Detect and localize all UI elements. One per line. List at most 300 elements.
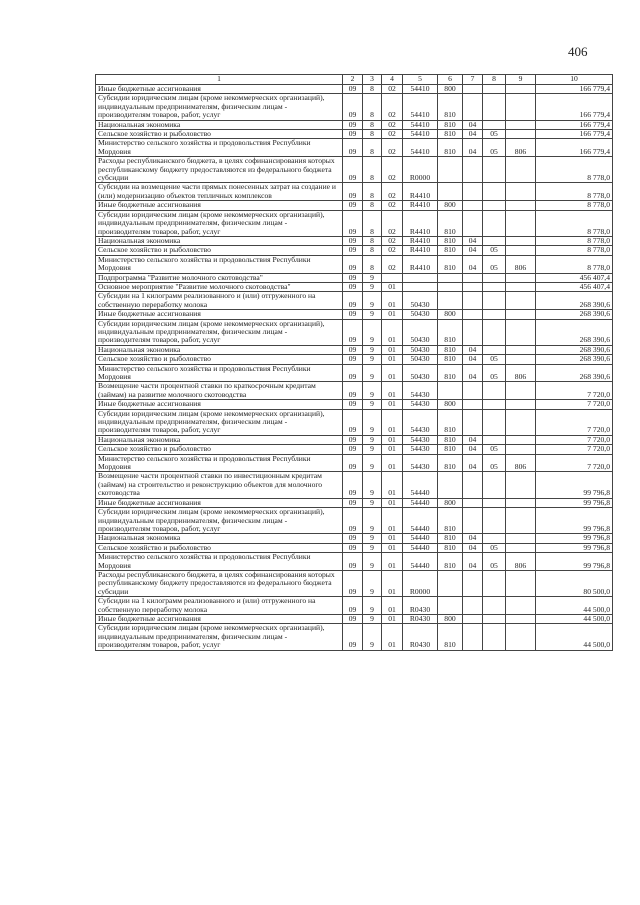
code-cell: 04 (463, 445, 483, 454)
code-cell: 9 (363, 614, 382, 623)
amount-cell: 7 720,0 (536, 382, 613, 400)
code-cell: 810 (438, 508, 463, 534)
table-row (96, 201, 613, 210)
code-cell (506, 498, 536, 507)
code-cell: 8 (363, 255, 382, 273)
table-row (96, 282, 613, 291)
row-name-cell: Министерство сельского хозяйства и продовольствия Республики Мордовия (96, 364, 343, 382)
code-cell: 09 (343, 130, 363, 139)
code-cell (483, 534, 506, 543)
code-cell: 810 (438, 624, 463, 650)
table-row (96, 454, 613, 472)
row-name-cell: Основное мероприятие "Развитие молочного скотоводства" (96, 282, 343, 291)
code-cell: 810 (438, 454, 463, 472)
code-cell: 800 (438, 201, 463, 210)
code-cell (483, 319, 506, 345)
code-cell (483, 183, 506, 201)
code-cell (438, 472, 463, 498)
amount-cell: 99 796,8 (536, 498, 613, 507)
code-cell: 9 (363, 319, 382, 345)
code-cell: 54440 (403, 543, 438, 552)
code-cell: 9 (363, 409, 382, 435)
row-name-cell: Иные бюджетные ассигнования (96, 310, 343, 319)
code-cell (506, 624, 536, 650)
code-cell: 54440 (403, 498, 438, 507)
amount-cell: 166 779,4 (536, 130, 613, 139)
amount-cell: 268 390,6 (536, 364, 613, 382)
row-name-cell: Субсидии юридическим лицам (кроме некоммерческих организаций), индивидуальным предпринимателям, физическим лицам - производителям товаров, работ, услуг (96, 94, 343, 120)
table-row (96, 364, 613, 382)
column-header: 3 (363, 75, 382, 85)
code-cell: 09 (343, 157, 363, 183)
code-cell (483, 570, 506, 596)
code-cell: 04 (463, 355, 483, 364)
code-cell: 800 (438, 85, 463, 94)
code-cell: 04 (463, 553, 483, 571)
code-cell: 05 (483, 454, 506, 472)
code-cell: 09 (343, 553, 363, 571)
column-header: 5 (403, 75, 438, 85)
code-cell: 01 (382, 624, 403, 650)
code-cell (506, 120, 536, 129)
code-cell (506, 94, 536, 120)
code-cell: 810 (438, 534, 463, 543)
code-cell (506, 319, 536, 345)
row-name-cell: Национальная экономика (96, 120, 343, 129)
code-cell: R4410 (403, 236, 438, 245)
row-name-cell: Министерство сельского хозяйства и продовольствия Республики Мордовия (96, 139, 343, 157)
code-cell (483, 345, 506, 354)
row-name-cell: Субсидии на возмещение части прямых понесенных затрат на создание и (или) модернизацию объектов тепличных комплексов (96, 183, 343, 201)
amount-cell: 268 390,6 (536, 355, 613, 364)
code-cell: 54410 (403, 85, 438, 94)
amount-cell: 44 500,0 (536, 624, 613, 650)
code-cell: 54430 (403, 454, 438, 472)
code-cell: 8 (363, 120, 382, 129)
code-cell (463, 382, 483, 400)
code-cell: 05 (483, 130, 506, 139)
code-cell: 09 (343, 382, 363, 400)
code-cell (483, 157, 506, 183)
amount-cell: 456 407,4 (536, 273, 613, 282)
code-cell: 54440 (403, 553, 438, 571)
code-cell (506, 570, 536, 596)
code-cell (483, 273, 506, 282)
code-cell: R4410 (403, 201, 438, 210)
code-cell: 01 (382, 472, 403, 498)
code-cell: 54440 (403, 534, 438, 543)
code-cell: 50430 (403, 345, 438, 354)
code-cell: 04 (463, 255, 483, 273)
code-cell: 806 (506, 364, 536, 382)
code-cell: 01 (382, 409, 403, 435)
amount-cell: 268 390,6 (536, 345, 613, 354)
code-cell (483, 85, 506, 94)
code-cell (506, 157, 536, 183)
amount-cell: 456 407,4 (536, 282, 613, 291)
code-cell: 01 (382, 454, 403, 472)
code-cell: 01 (382, 543, 403, 552)
code-cell (463, 624, 483, 650)
code-cell: R0430 (403, 597, 438, 615)
code-cell: 09 (343, 472, 363, 498)
code-cell (506, 614, 536, 623)
amount-cell: 8 778,0 (536, 236, 613, 245)
code-cell: 9 (363, 435, 382, 444)
code-cell (483, 409, 506, 435)
row-name-cell: Возмещение части процентной ставки по краткосрочным кредитам (займам) на развитие молочного скотоводства (96, 382, 343, 400)
code-cell: 09 (343, 597, 363, 615)
code-cell: R0000 (403, 157, 438, 183)
amount-cell: 99 796,8 (536, 543, 613, 552)
code-cell: 806 (506, 454, 536, 472)
table-row (96, 85, 613, 94)
code-cell: 9 (363, 534, 382, 543)
code-cell: 09 (343, 454, 363, 472)
code-cell (506, 382, 536, 400)
code-cell: 54430 (403, 435, 438, 444)
table-body (96, 85, 613, 651)
code-cell: 9 (363, 310, 382, 319)
code-cell (463, 472, 483, 498)
code-cell: 9 (363, 498, 382, 507)
row-name-cell: Иные бюджетные ассигнования (96, 201, 343, 210)
code-cell: 8 (363, 183, 382, 201)
code-cell (506, 210, 536, 236)
code-cell (463, 409, 483, 435)
code-cell: R4410 (403, 210, 438, 236)
row-name-cell: Министерство сельского хозяйства и продовольствия Республики Мордовия (96, 553, 343, 571)
code-cell: 09 (343, 355, 363, 364)
code-cell (483, 292, 506, 310)
code-cell: 810 (438, 435, 463, 444)
code-cell (483, 400, 506, 409)
code-cell: 01 (382, 292, 403, 310)
amount-cell: 8 778,0 (536, 246, 613, 255)
table-row (96, 472, 613, 498)
code-cell: 810 (438, 409, 463, 435)
code-cell (506, 508, 536, 534)
code-cell: 01 (382, 345, 403, 354)
code-cell: 05 (483, 139, 506, 157)
amount-cell: 166 779,4 (536, 139, 613, 157)
amount-cell: 166 779,4 (536, 120, 613, 129)
amount-cell: 8 778,0 (536, 183, 613, 201)
code-cell: 810 (438, 355, 463, 364)
amount-cell: 7 720,0 (536, 435, 613, 444)
code-cell (438, 273, 463, 282)
code-cell: 04 (463, 454, 483, 472)
code-cell: 01 (382, 364, 403, 382)
row-name-cell: Иные бюджетные ассигнования (96, 400, 343, 409)
row-name-cell: Иные бюджетные ассигнования (96, 85, 343, 94)
code-cell: 09 (343, 435, 363, 444)
code-cell: 54430 (403, 409, 438, 435)
table-row (96, 157, 613, 183)
code-cell (483, 382, 506, 400)
code-cell: 9 (363, 364, 382, 382)
code-cell: 02 (382, 201, 403, 210)
code-cell: 01 (382, 614, 403, 623)
code-cell (438, 292, 463, 310)
code-cell: 02 (382, 120, 403, 129)
code-cell: 01 (382, 435, 403, 444)
code-cell: 9 (363, 624, 382, 650)
code-cell (483, 614, 506, 623)
table-row (96, 120, 613, 129)
row-name-cell: Национальная экономика (96, 435, 343, 444)
code-cell: 50430 (403, 310, 438, 319)
code-cell (506, 534, 536, 543)
code-cell: 09 (343, 273, 363, 282)
code-cell: 04 (463, 345, 483, 354)
code-cell (382, 273, 403, 282)
code-cell: 9 (363, 382, 382, 400)
table-row (96, 508, 613, 534)
code-cell: R0000 (403, 570, 438, 596)
code-cell (438, 157, 463, 183)
table-row (96, 435, 613, 444)
code-cell: 09 (343, 94, 363, 120)
table-row (96, 292, 613, 310)
code-cell: 9 (363, 454, 382, 472)
code-cell: 09 (343, 409, 363, 435)
code-cell: 05 (483, 364, 506, 382)
code-cell: 05 (483, 355, 506, 364)
code-cell: 54440 (403, 508, 438, 534)
code-cell: 806 (506, 553, 536, 571)
code-cell: 806 (506, 139, 536, 157)
code-cell (483, 201, 506, 210)
row-name-cell: Иные бюджетные ассигнования (96, 498, 343, 507)
code-cell: 01 (382, 319, 403, 345)
row-name-cell: Национальная экономика (96, 345, 343, 354)
amount-cell: 268 390,6 (536, 292, 613, 310)
code-cell: 50430 (403, 364, 438, 382)
code-cell: 04 (463, 435, 483, 444)
code-cell: 54410 (403, 120, 438, 129)
row-name-cell: Национальная экономика (96, 236, 343, 245)
code-cell: 810 (438, 255, 463, 273)
row-name-cell: Сельское хозяйство и рыболовство (96, 445, 343, 454)
code-cell: 810 (438, 94, 463, 120)
amount-cell: 7 720,0 (536, 409, 613, 435)
table-row (96, 94, 613, 120)
code-cell (463, 614, 483, 623)
code-cell: 02 (382, 157, 403, 183)
code-cell: 09 (343, 498, 363, 507)
table-row (96, 255, 613, 273)
code-cell (463, 94, 483, 120)
code-cell (483, 435, 506, 444)
code-cell (506, 445, 536, 454)
code-cell (506, 345, 536, 354)
code-cell: 09 (343, 310, 363, 319)
code-cell: 810 (438, 210, 463, 236)
code-cell: 04 (463, 543, 483, 552)
code-cell (463, 183, 483, 201)
code-cell: 09 (343, 292, 363, 310)
code-cell: 09 (343, 236, 363, 245)
table-row (96, 498, 613, 507)
code-cell: 54410 (403, 94, 438, 120)
code-cell: 54430 (403, 400, 438, 409)
code-cell: 09 (343, 445, 363, 454)
code-cell: 09 (343, 139, 363, 157)
code-cell: 800 (438, 400, 463, 409)
row-name-cell: Иные бюджетные ассигнования (96, 614, 343, 623)
code-cell: 800 (438, 498, 463, 507)
code-cell: 01 (382, 570, 403, 596)
code-cell: 8 (363, 236, 382, 245)
code-cell (506, 236, 536, 245)
code-cell: 09 (343, 508, 363, 534)
code-cell: 09 (343, 120, 363, 129)
table-row (96, 319, 613, 345)
code-cell: 8 (363, 246, 382, 255)
code-cell: 810 (438, 345, 463, 354)
code-cell (506, 597, 536, 615)
code-cell: 05 (483, 255, 506, 273)
code-cell (506, 543, 536, 552)
table-row (96, 400, 613, 409)
row-name-cell: Сельское хозяйство и рыболовство (96, 355, 343, 364)
code-cell: R4410 (403, 255, 438, 273)
code-cell: 9 (363, 597, 382, 615)
code-cell (463, 292, 483, 310)
code-cell: 05 (483, 246, 506, 255)
code-cell: 810 (438, 364, 463, 382)
table-row (96, 183, 613, 201)
code-cell: 50430 (403, 319, 438, 345)
code-cell: 01 (382, 534, 403, 543)
row-name-cell: Подпрограмма "Развитие молочного скотоводства" (96, 273, 343, 282)
row-name-cell: Министерство сельского хозяйства и продовольствия Республики Мордовия (96, 454, 343, 472)
code-cell (463, 310, 483, 319)
code-cell: 01 (382, 310, 403, 319)
code-cell (438, 570, 463, 596)
amount-cell: 99 796,8 (536, 553, 613, 571)
code-cell: 8 (363, 85, 382, 94)
code-cell: 01 (382, 508, 403, 534)
code-cell (438, 183, 463, 201)
row-name-cell: Субсидии юридическим лицам (кроме некоммерческих организаций), индивидуальным предпринимателям, физическим лицам - производителям товаров, работ, услуг (96, 319, 343, 345)
code-cell: 810 (438, 139, 463, 157)
code-cell: 01 (382, 553, 403, 571)
code-cell: 09 (343, 543, 363, 552)
code-cell: 9 (363, 292, 382, 310)
code-cell: 04 (463, 120, 483, 129)
code-cell: 8 (363, 210, 382, 236)
code-cell (463, 85, 483, 94)
column-header: 6 (438, 75, 463, 85)
code-cell: 810 (438, 130, 463, 139)
amount-cell: 7 720,0 (536, 445, 613, 454)
amount-cell: 99 796,8 (536, 534, 613, 543)
code-cell: 810 (438, 120, 463, 129)
table-row (96, 409, 613, 435)
table-row (96, 355, 613, 364)
code-cell: 04 (463, 364, 483, 382)
code-cell: 8 (363, 130, 382, 139)
row-name-cell: Сельское хозяйство и рыболовство (96, 130, 343, 139)
row-name-cell: Сельское хозяйство и рыболовство (96, 543, 343, 552)
code-cell (438, 597, 463, 615)
code-cell: 04 (463, 130, 483, 139)
code-cell (463, 210, 483, 236)
amount-cell: 8 778,0 (536, 255, 613, 273)
column-header: 9 (506, 75, 536, 85)
table-row (96, 210, 613, 236)
code-cell (506, 273, 536, 282)
code-cell (506, 472, 536, 498)
code-cell: 02 (382, 85, 403, 94)
code-cell: 800 (438, 310, 463, 319)
code-cell (463, 498, 483, 507)
column-header: 1 (96, 75, 343, 85)
code-cell (463, 201, 483, 210)
code-cell: 09 (343, 255, 363, 273)
code-cell: 810 (438, 553, 463, 571)
code-cell: 02 (382, 183, 403, 201)
code-cell (403, 273, 438, 282)
code-cell (506, 183, 536, 201)
table-row (96, 236, 613, 245)
budget-table (95, 74, 613, 651)
code-cell: 9 (363, 355, 382, 364)
code-cell: R0430 (403, 624, 438, 650)
code-cell: 9 (363, 508, 382, 534)
code-cell: 8 (363, 157, 382, 183)
amount-cell: 166 779,4 (536, 94, 613, 120)
code-cell (438, 282, 463, 291)
code-cell: 02 (382, 236, 403, 245)
row-name-cell: Возмещение части процентной ставки по инвестиционным кредитам (займам) на строительство и реконструкцию объектов для молочного скотоводства (96, 472, 343, 498)
row-name-cell: Субсидии юридическим лицам (кроме некоммерческих организаций), индивидуальным предпринимателям, физическим лицам - производителям товаров, работ, услуг (96, 508, 343, 534)
table-row (96, 345, 613, 354)
code-cell: 09 (343, 210, 363, 236)
code-cell: 54430 (403, 382, 438, 400)
code-cell: 09 (343, 345, 363, 354)
row-name-cell: Субсидии на 1 килограмм реализованного и (или) отгруженного на собственную переработку молока (96, 597, 343, 615)
code-cell (506, 409, 536, 435)
code-cell: 01 (382, 597, 403, 615)
table-row (96, 246, 613, 255)
code-cell: 04 (463, 534, 483, 543)
amount-cell: 7 720,0 (536, 400, 613, 409)
amount-cell: 44 500,0 (536, 614, 613, 623)
table-row (96, 382, 613, 400)
code-cell: 04 (463, 246, 483, 255)
code-cell: 05 (483, 445, 506, 454)
row-name-cell: Министерство сельского хозяйства и продовольствия Республики Мордовия (96, 255, 343, 273)
table-row (96, 534, 613, 543)
column-header: 4 (382, 75, 403, 85)
code-cell: 01 (382, 400, 403, 409)
row-name-cell: Расходы республиканского бюджета, в целях софинансирования которых республиканскому бюджету предоставляются из федерального бюджета субсидии (96, 570, 343, 596)
code-cell: 09 (343, 183, 363, 201)
row-name-cell: Субсидии на 1 килограмм реализованного и (или) отгруженного на собственную переработку молока (96, 292, 343, 310)
amount-cell: 80 500,0 (536, 570, 613, 596)
code-cell: 02 (382, 255, 403, 273)
amount-cell: 268 390,6 (536, 310, 613, 319)
code-cell: 810 (438, 319, 463, 345)
code-cell (506, 130, 536, 139)
amount-cell: 268 390,6 (536, 319, 613, 345)
table-row (96, 614, 613, 623)
code-cell: 810 (438, 543, 463, 552)
code-cell: 01 (382, 355, 403, 364)
